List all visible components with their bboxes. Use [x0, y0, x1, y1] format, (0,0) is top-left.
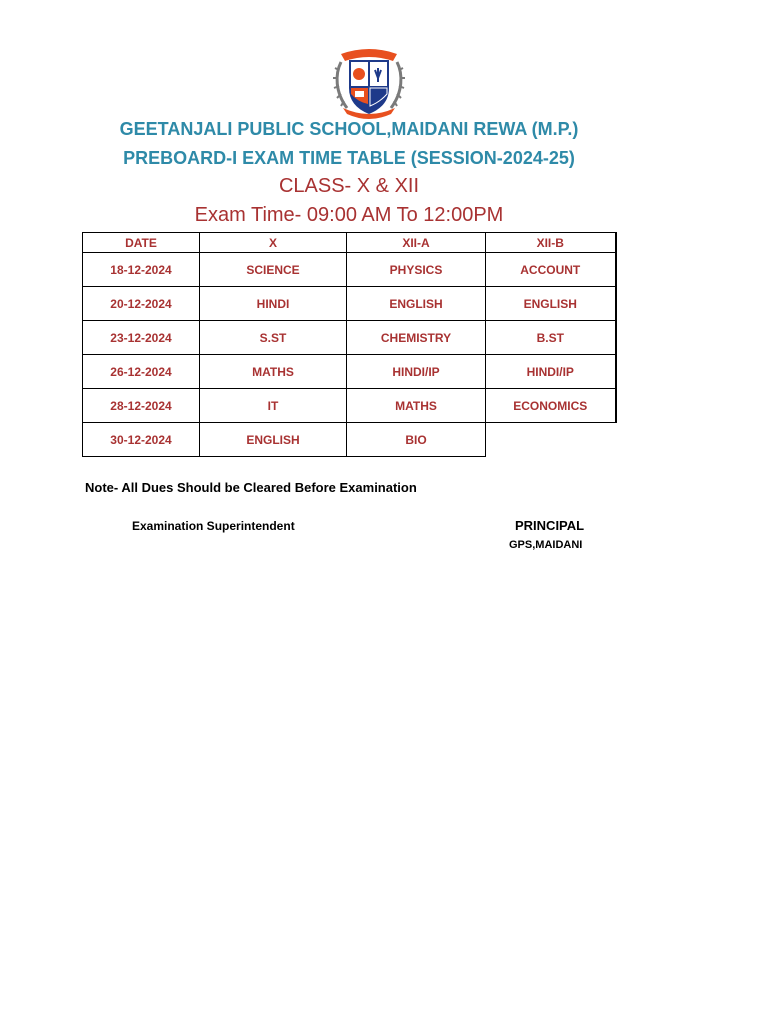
timetable: [82, 232, 617, 457]
subject-cell: ECONOMICS: [486, 389, 616, 423]
subject-cell: ACCOUNT: [486, 253, 616, 287]
column-header-xii-a: XII-A: [347, 233, 486, 253]
date-cell: 28-12-2024: [83, 389, 200, 423]
subject-cell: HINDI: [200, 287, 347, 321]
date-cell: 23-12-2024: [83, 321, 200, 355]
subject-cell: ENGLISH: [347, 287, 486, 321]
subject-cell: SCIENCE: [200, 253, 347, 287]
table-row: [83, 389, 616, 423]
table-row: [83, 253, 616, 287]
date-cell: 30-12-2024: [83, 423, 200, 457]
table-row: [83, 355, 616, 389]
column-header-x: X: [200, 233, 347, 253]
table-header-row: [83, 233, 616, 253]
subject-cell: ENGLISH: [200, 423, 347, 457]
table-row: [83, 321, 616, 355]
timetable-title: PREBOARD-I EXAM TIME TABLE (SESSION-2024-25): [123, 148, 575, 168]
subject-cell: S.ST: [200, 321, 347, 355]
table-row: [83, 423, 616, 457]
subject-cell: ENGLISH: [486, 287, 616, 321]
subject-cell: HINDI/IP: [347, 355, 486, 389]
subject-cell: B.ST: [486, 321, 616, 355]
subject-cell: HINDI/IP: [486, 355, 616, 389]
date-cell: 20-12-2024: [83, 287, 200, 321]
principal-organization: GPS,MAIDANI: [509, 539, 583, 551]
exam-time: Exam Time- 09:00 AM To 12:00PM: [194, 204, 504, 226]
empty-cell: [486, 423, 616, 457]
subject-cell: PHYSICS: [347, 253, 486, 287]
subject-cell: MATHS: [200, 355, 347, 389]
subject-cell: MATHS: [347, 389, 486, 423]
subject-cell: BIO: [347, 423, 486, 457]
table-row: [83, 287, 616, 321]
date-cell: 18-12-2024: [83, 253, 200, 287]
subject-cell: IT: [200, 389, 347, 423]
class-heading: CLASS- X & XII: [278, 175, 420, 197]
column-header-date: DATE: [83, 233, 200, 253]
school-name: GEETANJALI PUBLIC SCHOOL,MAIDANI REWA (M.P.): [119, 119, 579, 139]
date-cell: 26-12-2024: [83, 355, 200, 389]
superintendent-signature-label: Examination Superintendent: [132, 519, 295, 533]
school-logo: [331, 44, 407, 120]
dues-note: Note- All Dues Should be Cleared Before Examination: [85, 480, 417, 495]
principal-signature-label: PRINCIPAL: [515, 518, 585, 533]
column-header-xii-b: XII-B: [486, 233, 616, 253]
subject-cell: CHEMISTRY: [347, 321, 486, 355]
